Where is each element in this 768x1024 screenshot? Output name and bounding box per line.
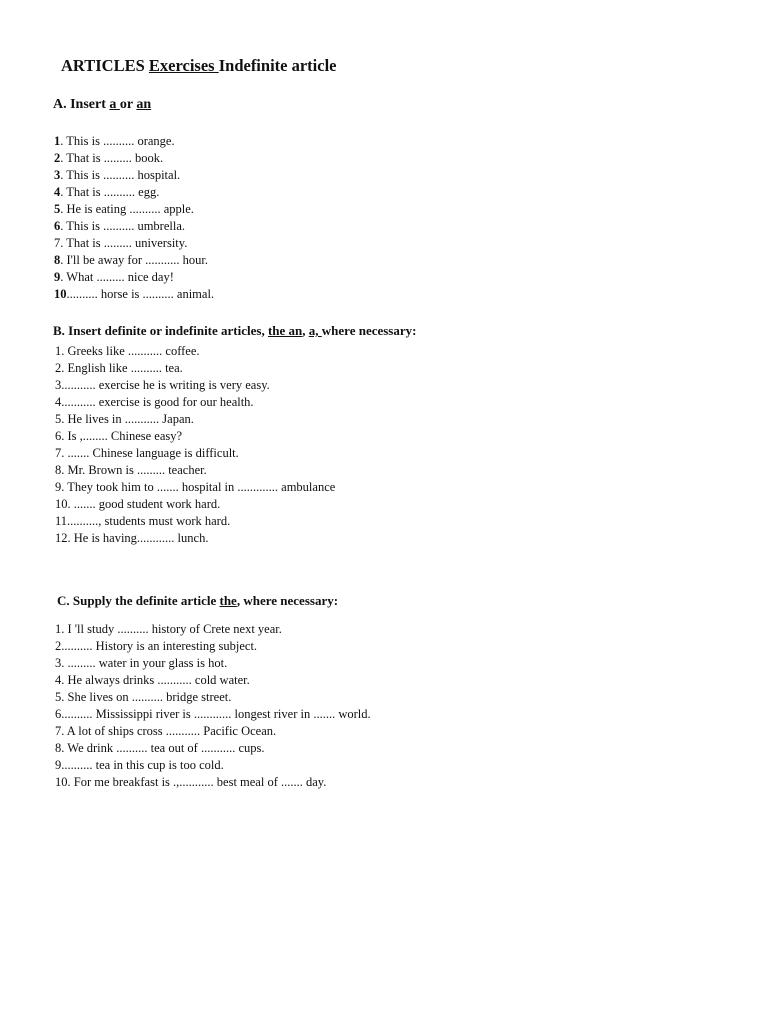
section-a-heading [53, 97, 151, 113]
item-text: . He is eating .......... apple. [60, 202, 194, 216]
item-text: . That is .......... egg. [60, 185, 160, 199]
title-prefix: ARTICLES [61, 56, 149, 75]
list-item: 12. He is having............ lunch. [55, 531, 209, 545]
item-text: . This is .......... orange. [60, 134, 175, 148]
section-a-option-a: a [109, 97, 120, 112]
page-title [61, 56, 336, 76]
list-item [54, 269, 214, 286]
section-b-option-the-an: the an [267, 323, 303, 338]
list-item: 9. They took him to ....... hospital in ............. ambulance [55, 480, 336, 494]
item-number: 5 [54, 202, 61, 216]
list-item: 5. He lives in ........... Japan. [55, 412, 194, 426]
item-number: 4 [54, 185, 61, 199]
section-b-heading-suffix: where necessary: [321, 323, 417, 338]
item-text: . What ......... nice day! [60, 270, 174, 284]
item-number: 2 [54, 151, 61, 165]
section-c-heading [57, 593, 338, 609]
section-b-list [55, 343, 335, 547]
section-b-option-a: a, [308, 323, 322, 338]
list-item: 2.......... History is an interesting subject. [55, 639, 258, 653]
item-text: . That is ......... book. [60, 151, 164, 165]
item-number: 9 [54, 270, 61, 284]
section-a-heading-prefix: A. Insert [53, 97, 110, 112]
list-item: 3. ......... water in your glass is hot. [55, 656, 228, 670]
item-text: . This is .......... umbrella. [60, 219, 186, 233]
item-number: 8 [54, 253, 61, 267]
section-c-heading-prefix: C. Supply the definite article [57, 593, 220, 608]
list-item: 3........... exercise he is writing is very easy. [55, 378, 270, 392]
section-a-list [54, 133, 214, 303]
list-item: 10. ....... good student work hard. [55, 497, 221, 511]
item-text: .......... horse is .......... animal. [66, 287, 215, 301]
section-b-heading [53, 323, 416, 339]
list-item [54, 201, 214, 218]
section-c-option-the: the [219, 593, 237, 608]
item-number: 3 [54, 168, 61, 182]
section-a-option-an: an [136, 97, 152, 112]
section-b-heading-sep: , [302, 323, 309, 338]
list-item: 8. Mr. Brown is ......... teacher. [55, 463, 207, 477]
list-item: 5. She lives on .......... bridge street. [55, 690, 232, 704]
list-item: 4........... exercise is good for our health. [55, 395, 254, 409]
list-item: 1. Greeks like ........... coffee. [55, 344, 200, 358]
list-item [54, 286, 214, 303]
list-item [54, 150, 214, 167]
item-text: . That is ......... university. [60, 236, 188, 250]
item-text: . This is .......... hospital. [60, 168, 181, 182]
item-number: 6 [54, 219, 61, 233]
list-item [54, 218, 214, 235]
list-item [54, 167, 214, 184]
section-c-heading-suffix: , where necessary: [236, 593, 339, 608]
list-item: 6. Is ,........ Chinese easy? [55, 429, 183, 443]
list-item [54, 133, 214, 150]
list-item: 8. We drink .......... tea out of ........... cups. [55, 741, 265, 755]
title-suffix: Indefinite article [218, 56, 337, 75]
list-item [54, 235, 214, 252]
list-item: 7. A lot of ships cross ........... Pacific Ocean. [55, 724, 277, 738]
item-number: 7 [54, 236, 61, 250]
section-c-list [55, 621, 371, 791]
list-item: 4. He always drinks ........... cold water. [55, 673, 250, 687]
section-a-heading-mid: or [119, 97, 137, 112]
list-item: 2. English like .......... tea. [55, 361, 183, 375]
list-item: 6.......... Mississippi river is ............ longest river in ....... world. [55, 707, 371, 721]
list-item: 10. For me breakfast is .,........... best meal of ....... day. [55, 775, 327, 789]
item-number: 1 [54, 134, 61, 148]
item-text: . I'll be away for ........... hour. [60, 253, 208, 267]
list-item [54, 184, 214, 201]
list-item: 9.......... tea in this cup is too cold. [55, 758, 224, 772]
list-item: 7. ....... Chinese language is difficult. [55, 446, 239, 460]
list-item [54, 252, 214, 269]
list-item: 1. I 'll study .......... history of Crete next year. [55, 622, 282, 636]
title-underlined: Exercises [148, 56, 219, 75]
section-b-heading-prefix: B. Insert definite or indefinite articles, [53, 323, 268, 338]
item-number: 10 [54, 287, 67, 301]
list-item: 11.........., students must work hard. [55, 514, 231, 528]
